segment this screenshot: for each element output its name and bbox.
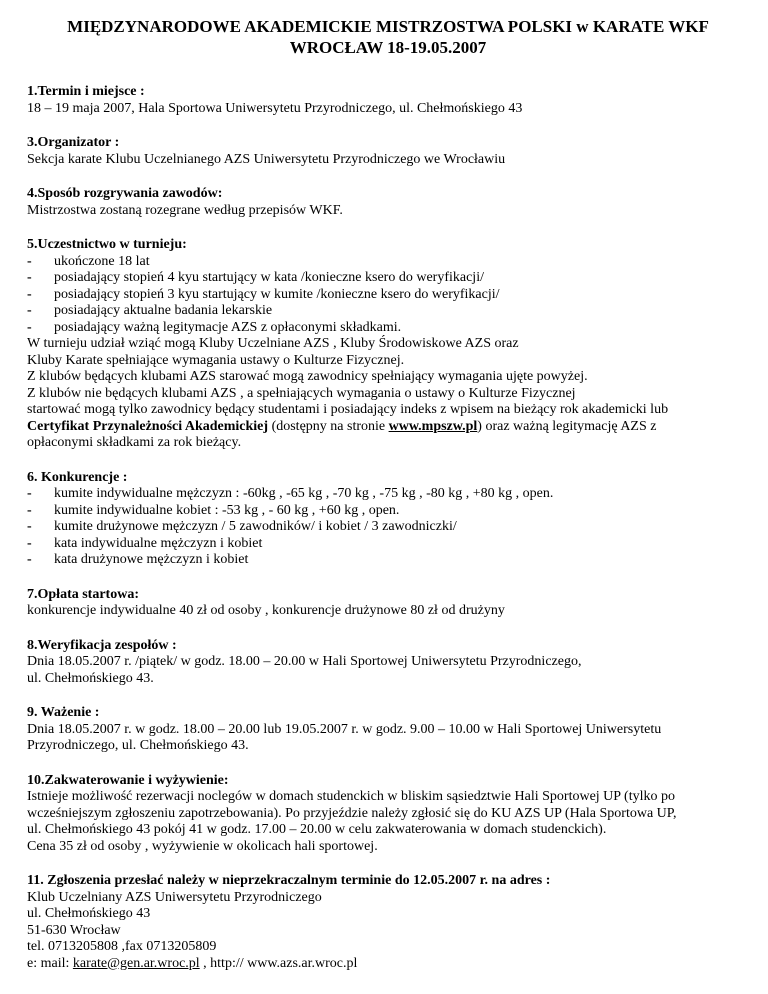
section-text: Sekcja karate Klubu Uczelnianego AZS Uniwersytetu Przyrodniczego we Wrocławiu	[27, 151, 506, 167]
paragraph-line: opłaconymi składkami za rok bieżący.	[27, 435, 242, 450]
section-heading: 1.Termin i miejsce :	[27, 84, 145, 99]
section-oplata	[27, 587, 749, 620]
paragraph-line: Z klubów będących klubami AZS starować mogą zawodnicy spełniający wymagania ujęte powyżej.	[27, 369, 588, 384]
list-item-text: kumite indywidualne mężczyzn : -60kg , -65 kg , -70 kg , -75 kg , -80 kg , +80 kg , open.	[54, 486, 554, 501]
paragraph-fragment: ) oraz ważną legitymację AZS z	[477, 418, 657, 434]
separator: ,	[199, 955, 211, 971]
section-heading: 5.Uczestnictwo w turnieju:	[27, 237, 187, 252]
paragraph-line-certificate	[27, 419, 749, 436]
section-heading: 6. Konkurencje :	[27, 469, 128, 485]
list-item-text: posiadający stopień 4 kyu startujący w kata /konieczne ksero do weryfikacji/	[54, 270, 484, 285]
list-item	[27, 270, 749, 287]
list-item	[27, 254, 749, 271]
section-heading: 4.Sposób rozgrywania zawodów:	[27, 186, 223, 201]
section-zgloszenia	[27, 873, 749, 972]
section-text: Mistrzostwa zostaną rozegrane według przepisów WKF.	[27, 202, 343, 218]
list-item	[27, 503, 749, 520]
paragraph-line: Kluby Karate spełniające wymagania ustawy o Kulturze Fizycznej.	[27, 352, 405, 368]
section-zakwaterowanie	[27, 773, 749, 856]
section-text: Dnia 18.05.2007 r. w godz. 18.00 – 20.00 lub 19.05.2007 r. w godz. 9.00 – 10.00 w Hali Sportowej Uniwersytetu	[27, 721, 662, 737]
dash-bullet: -	[27, 303, 32, 318]
paragraph-line: W turnieju udział wziąć mogą Kluby Uczelniane AZS , Kluby Środowiskowe AZS oraz	[27, 336, 519, 351]
section-sposob	[27, 186, 749, 219]
dash-bullet: -	[27, 552, 32, 567]
section-heading: 10.Zakwaterowanie i wyżywienie:	[27, 772, 229, 788]
section-text: 18 – 19 maja 2007, Hala Sportowa Uniwersytetu Przyrodniczego, ul. Chełmońskiego 43	[27, 100, 523, 116]
dash-bullet: -	[27, 253, 32, 269]
list-item-text: posiadający aktualne badania lekarskie	[54, 303, 273, 318]
dash-bullet: -	[27, 486, 32, 501]
website-text: http:// www.azs.ar.wroc.pl	[210, 955, 358, 971]
paragraph-fragment: (dostępny na stronie	[268, 418, 389, 434]
dash-bullet: -	[27, 286, 32, 302]
list-item	[27, 320, 749, 337]
section-heading: 9. Ważenie :	[27, 705, 100, 720]
list-item-text: ukończone 18 lat	[54, 253, 150, 269]
contact-line	[27, 956, 749, 973]
list-item-text: kata drużynowe mężczyzn i kobiet	[54, 552, 249, 567]
title-line-1: MIĘDZYNARODOWE AKADEMICKIE MISTRZOSTWA POLSKI w KARATE WKF	[67, 17, 709, 36]
list-item-text: posiadający ważną legitymacje AZS z opłaconymi składkami.	[54, 319, 402, 335]
paragraph-line: Z klubów nie będących klubami AZS , a spełniających wymagania o ustawy o Kulturze Fizycznej	[27, 385, 576, 401]
mpszw-link[interactable]: www.mpszw.pl	[388, 418, 478, 434]
dash-bullet: -	[27, 270, 32, 285]
list-item	[27, 519, 749, 536]
section-text: wcześniejszym zgłoszeniu zapotrzebowania). Po przyjeździe należy zgłosić się do KU AZS UP (Hala Sportowa UP,	[27, 805, 677, 821]
dash-bullet: -	[27, 519, 32, 534]
document-page	[27, 16, 749, 972]
list-item-text: kumite drużynowe mężczyzn / 5 zawodników/ i kobiet / 3 zawodniczki/	[54, 519, 457, 534]
section-konkurencje	[27, 470, 749, 569]
title-line-2: WROCŁAW 18-19.05.2007	[289, 38, 487, 57]
section-heading: 7.Opłata startowa:	[27, 586, 139, 602]
section-uczestnictwo	[27, 237, 749, 452]
email-label: e: mail:	[27, 955, 73, 971]
address-line: Klub Uczelniany AZS Uniwersytetu Przyrodniczego	[27, 889, 322, 905]
section-wazenie	[27, 705, 749, 755]
dash-bullet: -	[27, 319, 32, 335]
list-item	[27, 552, 749, 569]
section-weryfikacja	[27, 638, 749, 688]
list-item	[27, 287, 749, 304]
section-text: Dnia 18.05.2007 r. /piątek/ w godz. 18.00 – 20.00 w Hali Sportowej Uniwersytetu Przyrodniczego,	[27, 654, 582, 669]
section-text: konkurencje indywidualne 40 zł od osoby , konkurencje drużynowe 80 zł od drużyny	[27, 603, 505, 618]
section-heading: 11. Zgłoszenia przesłać należy w nieprzekraczalnym terminie do 12.05.2007 r. na adres :	[27, 873, 551, 888]
list-item-text: posiadający stopień 3 kyu startujący w kumite /konieczne ksero do weryfikacji/	[54, 286, 500, 302]
dash-bullet: -	[27, 502, 32, 518]
competitions-list	[27, 486, 749, 569]
section-text: ul. Chełmońskiego 43.	[27, 670, 154, 686]
dash-bullet: -	[27, 535, 32, 551]
address-line: 51-630 Wrocław	[27, 922, 121, 938]
phone-fax-line: tel. 0713205808 ,fax 0713205809	[27, 939, 217, 954]
section-text: ul. Chełmońskiego 43 pokój 41 w godz. 17.00 – 20.00 w celu zakwaterowania w domach studenckich).	[27, 822, 607, 837]
section-termin	[27, 84, 749, 117]
list-item	[27, 486, 749, 503]
section-text: Cena 35 zł od osoby , wyżywienie w okolicach hali sportowej.	[27, 838, 378, 854]
section-text: Przyrodniczego, ul. Chełmońskiego 43.	[27, 738, 249, 753]
list-item-text: kata indywidualne mężczyzn i kobiet	[54, 535, 263, 551]
email-link[interactable]: karate@gen.ar.wroc.pl	[72, 955, 200, 971]
list-item	[27, 303, 749, 320]
section-heading: 3.Organizator :	[27, 135, 120, 150]
document-title	[27, 16, 749, 58]
section-heading: 8.Weryfikacja zespołów :	[27, 637, 177, 653]
certificate-name: Certyfikat Przynależności Akademickiej	[27, 418, 269, 434]
paragraph-line: startować mogą tylko zawodnicy będący studentami i posiadający indeks z wpisem na bieżący rok akademicki lub	[27, 402, 669, 417]
section-organizator	[27, 135, 749, 168]
requirements-list	[27, 254, 749, 337]
section-text: Istnieje możliwość rezerwacji noclegów w domach studenckich w bliskim sąsiedztwie Hali Sportowej UP (tylko po	[27, 789, 675, 804]
address-line: ul. Chełmońskiego 43	[27, 906, 151, 921]
list-item	[27, 536, 749, 553]
list-item-text: kumite indywidualne kobiet : -53 kg , - 60 kg , +60 kg , open.	[54, 502, 400, 518]
